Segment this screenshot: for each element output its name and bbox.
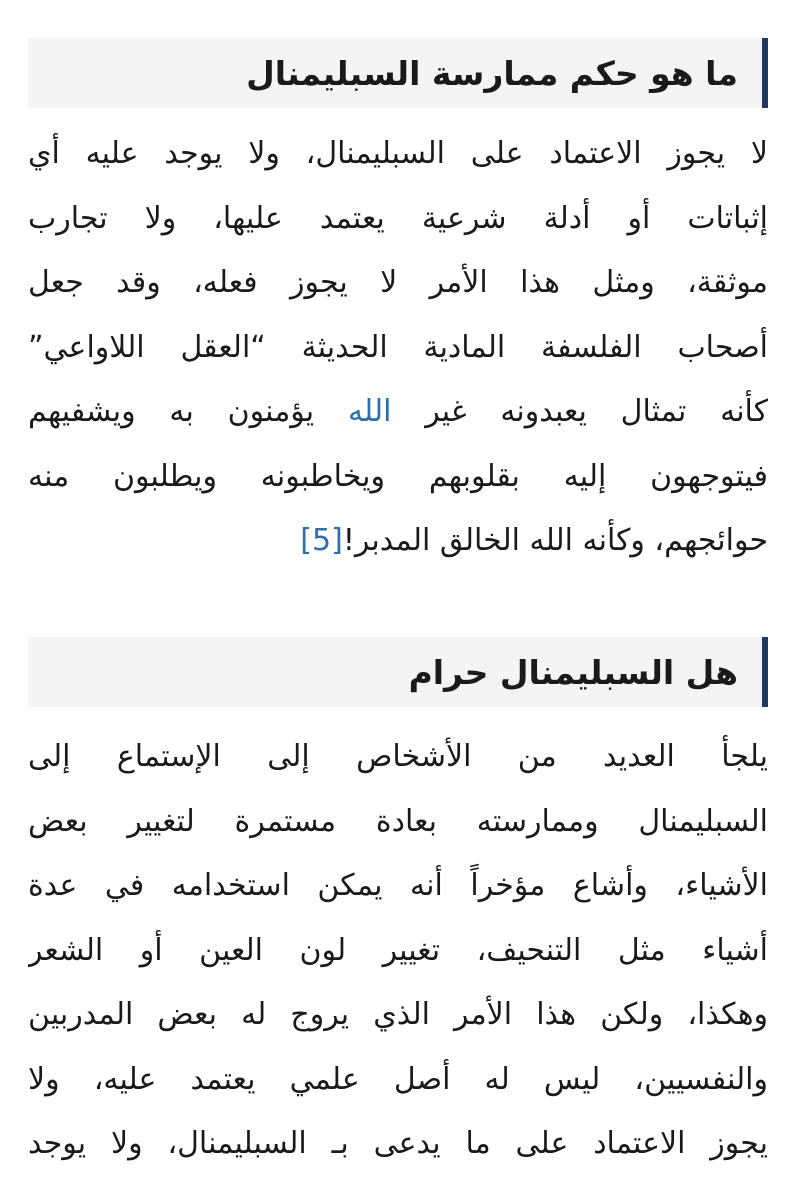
- paragraph-line: موثقة، ومثل هذا الأمر لا يجوز فعله، وقد جعل: [28, 265, 768, 300]
- line-text: حوائجهم، وكأنه الله الخالق المدبر!: [342, 523, 768, 558]
- line-text-start: كأنه تمثال يعبدونه غير: [425, 394, 768, 429]
- paragraph-line-with-link: [28, 380, 768, 445]
- line-text-end: يؤمنون به ويشفيهم: [28, 394, 315, 429]
- paragraph-line: فيتوجهون إليه بقلوبهم ويخاطبونه ويطلبون منه: [28, 458, 768, 494]
- paragraph-line: الأشياء، وأشاع مؤخراً أنه يمكن استخدامه في عدة: [28, 868, 768, 903]
- paragraph-line: إثباتات أو أدلة شرعية يعتمد عليها، ولا تجارب: [28, 200, 768, 236]
- paragraph-line: أصحاب الفلسفة المادية الحديثة “العقل اللاواعي”: [28, 329, 768, 365]
- paragraph-line: وهكذا، ولكن هذا الأمر الذي يروج له بعض المدربين: [28, 997, 768, 1032]
- paragraph-line-last: [28, 509, 768, 574]
- paragraph-ruling: [28, 122, 768, 574]
- allah-link[interactable]: الله: [347, 394, 392, 429]
- paragraph-line: لا يجوز الاعتماد على السبليمنال، ولا يوجد عليه أي: [28, 136, 768, 171]
- paragraph-is-forbidden: [28, 725, 768, 1177]
- paragraph-line: والنفسيين، ليس له أصل علمي يعتمد عليه، ولا: [28, 1061, 768, 1097]
- paragraph-line: السبليمنال وممارسته بعادة مستمرة لتغيير بعض: [28, 803, 768, 839]
- paragraph-line: يجوز الاعتماد على ما يدعى بـ السبليمنال، ولا يوجد: [28, 1126, 768, 1161]
- paragraph-line: يلجأ العديد من الأشخاص إلى الإستماع إلى: [28, 739, 768, 774]
- section-heading-ruling: [28, 38, 768, 108]
- reference-5-link[interactable]: [5]: [300, 523, 343, 558]
- section-heading-is-forbidden-text: هل السبليمنال حرام: [408, 652, 738, 692]
- section-heading-is-forbidden: [28, 637, 768, 707]
- section-heading-ruling-text: ما هو حكم ممارسة السبليمنال: [246, 53, 738, 93]
- paragraph-line: أشياء مثل التنحيف، تغيير لون العين أو الشعر: [28, 932, 768, 968]
